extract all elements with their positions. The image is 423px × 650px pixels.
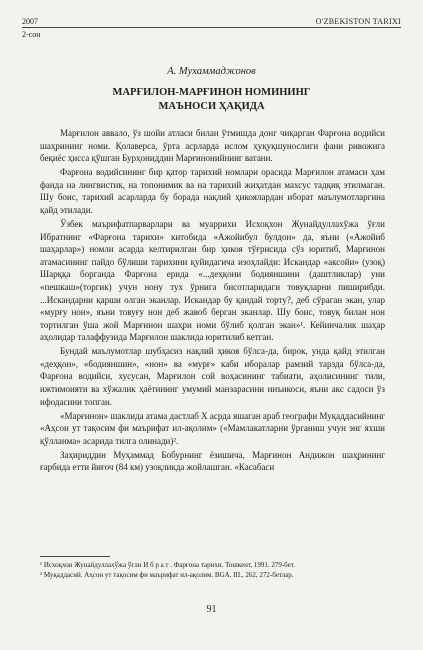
paragraph: Марғилон аввало, ўз шойи атласи билан ўтмишда донг чиқарган Фарғона водийси шаҳрининг номи. Қолаверса, ўрта асрларда ислом ҳуқуқшунослиги фани ривожига беқиёс ҳисса қўшган Бурҳониддин Марғинонийнинг ватани. xyxy=(40,128,385,164)
header-year: 2007 xyxy=(22,17,38,26)
footnote: ¹ Исхоқхон Жунайдуллахўжа ўғли И б р а т . Фарғона тарихи. Тошкент, 1991. 279-бет. xyxy=(40,561,296,569)
paragraph: «Марғинон» шаклида атама дастлаб X асрда яшаган араб географи Муқаддасийнинг «Аҳсон ут тақосим фи маърифат ил-ақолим» («Мамлакатларни ўрганиш учун энг яхши қўлланма» асарида тилга олинади)². xyxy=(40,410,385,446)
article-author: А. Мухаммаджонов xyxy=(167,66,256,77)
page-number: 91 xyxy=(206,604,217,615)
footnotes xyxy=(40,560,385,580)
paragraph: Бундай маълумотлар шубҳасиз нақлий ҳикоя бўлса-да, бирок, унда қайд этилган «деҳқон», «бодияншин», «нон» ва «мурғ» каби иборалар рамзий тарзда бўлса-да, Фарғона водийси, хусусан, Марғилон сой воҳасининг табиати, аҳолисининг тили, ижтимоияти ва хўжалик ҳаётининг умумий манзарасини инъикоси, яъни акс садоси ўз ифодасини топган. xyxy=(40,346,385,407)
article-title xyxy=(40,86,383,114)
paragraph: Ўзбек маърифатпарварлари ва муаррихи Исхоқхон Жунайдуллахўжа ўғли Ибратнинг «Фарғона тарихи» китобида «Ажойибул булдон» да, яъни («Ажойиб шаҳарлар») номли асарда келтирилган бир ҳикоя тўғрисида сўз юритиб, Марғинон атамасининг пайдо бўлиши тарихини қуйидагича изоҳлайди: Искандар «аксойи» (узоқ) Шарққа борганда Фарғона ерида «...деҳқони бодияншини (даштликлар) уни «пешкаш»(торгик) учун нону тух ўрнига бисотларидаги товуқларни пиширибди. ...Искандарни қарши олган эканлар. Искандар бу қандай торту?, деб сўраган экан, улар «мурғу нон», яъни товуғу нон деб жавоб берган эканлар. Шу боис, товуқ билан нон тортилган ўша жой Марғинон шаҳри номи бўлиб қолган экан»¹. Кейинчалик шаҳар аҳолидар талаффузида Марғилон шаклида юритилиб кетган. xyxy=(40,218,385,343)
header-issue: 2-сон xyxy=(22,30,41,39)
footnote-rule xyxy=(40,556,110,557)
paragraph: Фарғона водийсининг бир қатор тарихий номлари орасида Марғилон атамаси ҳам фанда на лингвистик, на топонимик ва на тарихий жиҳатдан махсус тадқиқ этилмаган. Шу боис, тарихий асарларда бу борада нақлий ҳикоялардан иборат маълумотларгина қайд этилади. xyxy=(40,167,385,215)
footnote: ² Муқаддасий. Аҳсон ут тақосим фи маърифат ил-ақолим. BGA. III., 262, 272-бетлар. xyxy=(40,571,294,579)
journal-name: O'ZBEKISTON TARIXI xyxy=(315,17,401,26)
header-rule xyxy=(22,27,401,28)
title-line: МАРҒИЛОН-МАРҒИНОН НОМИНИНГ xyxy=(112,87,311,98)
paragraph: Заҳириддин Муҳаммад Бобурнинг ёзишича, Марғинон Андижон шаҳрининг ғарбида етти йиғоч (84 км) узоқликда жойлашган. «Касабаси xyxy=(40,449,385,473)
article-body xyxy=(40,127,385,475)
title-line: МАЪНОСИ ҲАҚИДА xyxy=(158,101,265,112)
